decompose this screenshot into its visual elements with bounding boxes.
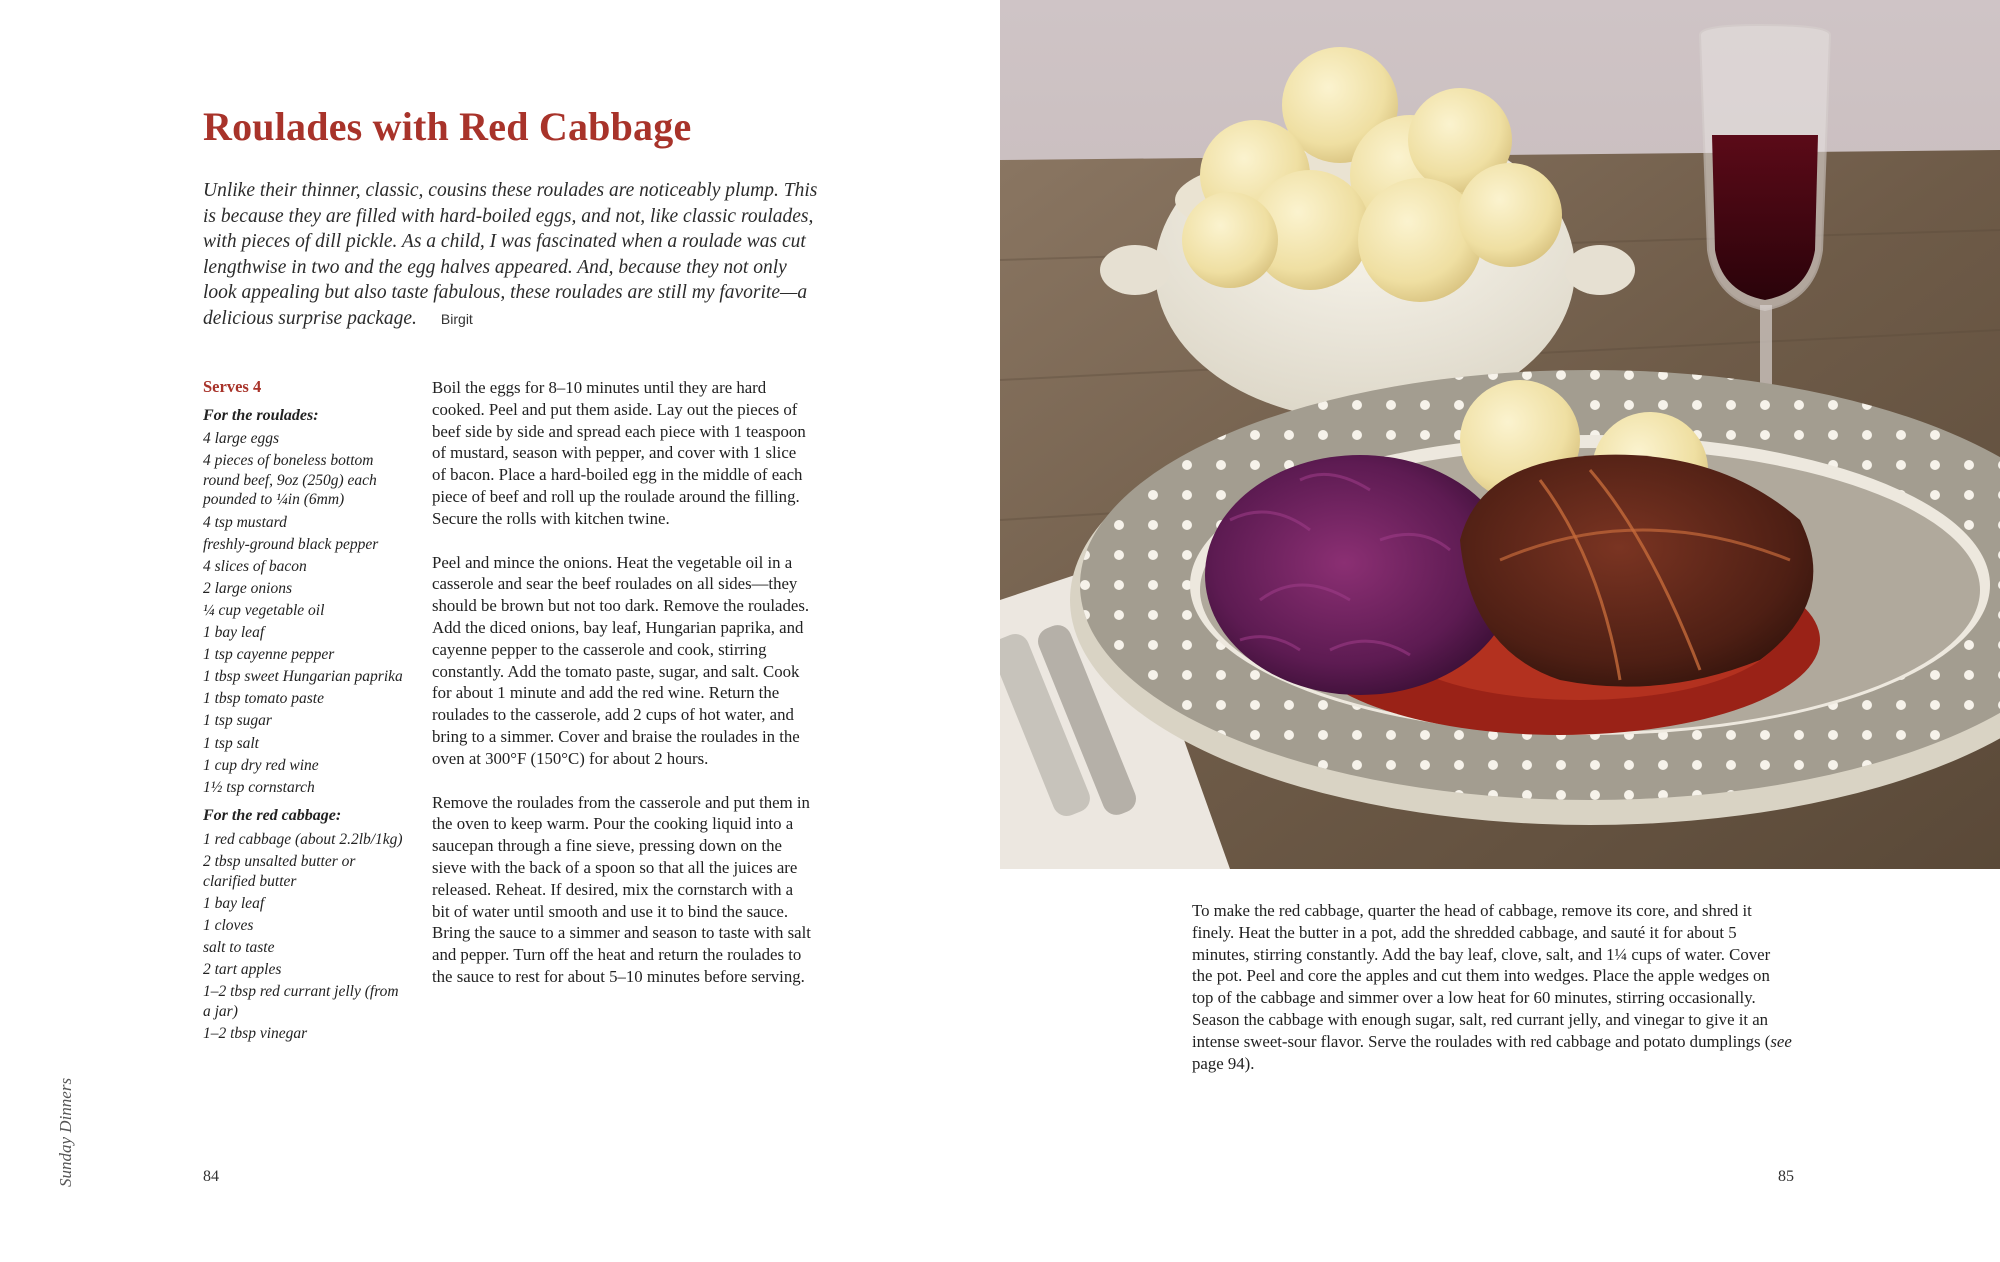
serves-label: Serves 4 — [203, 377, 262, 396]
recipe-title: Roulades with Red Cabbage — [203, 104, 692, 149]
ingredient-item: 2 tart apples — [203, 960, 282, 978]
ingredient-item: 1 bay leaf — [203, 894, 265, 912]
method-column — [432, 377, 812, 1010]
ingredient-item: freshly-ground black pepper — [203, 535, 379, 553]
see-ref-italic: see — [1770, 1031, 1792, 1051]
ingredient-item: 1 tbsp sweet Hungarian paprika — [203, 668, 403, 686]
ingredient-item: 1 tsp sugar — [203, 712, 272, 730]
ingredient-item: 1–2 tbsp red currant jelly (from a jar) — [203, 983, 399, 1020]
ingredient-item: 1½ tsp cornstarch — [203, 778, 315, 796]
ingredient-item: salt to taste — [203, 938, 275, 956]
roulades-heading: For the roulades: — [203, 406, 319, 424]
method-step-3: Remove the roulades from the casserole and put them in the oven to keep warm. Pour the cooking liquid into a saucepan through a fine sieve, pressing down on the sieve with the back of a spoon so that all the juices are released. Reheat. If desired, mix the cornstarch with a bit of water until smooth and use it to bind the sauce. Bring the sauce to a simmer and season to taste with salt and pepper. Turn off the heat and return the roulades to the sauce to rest for about 5–10 minutes before serving. — [432, 792, 811, 986]
roulades-ingredient-list — [203, 429, 408, 797]
see-page-reference: page 94). — [1192, 1053, 1255, 1073]
ingredient-item: 1 cloves — [203, 916, 254, 934]
ingredient-item: 1 red cabbage (about 2.2lb/1kg) — [203, 830, 403, 848]
page-number-left: 84 — [203, 1168, 219, 1185]
ingredients-column — [203, 377, 408, 1052]
ingredient-item: 2 large onions — [203, 579, 292, 597]
ingredient-item: 1 cup dry red wine — [203, 756, 319, 774]
author-signature: Birgit — [440, 310, 473, 327]
red-cabbage-method-text: To make the red cabbage, quarter the head of cabbage, remove its core, and shred it finely. Heat the butter in a pot, add the shredded cabbage, and sauté it for about 5 minutes, stirring constantly. Add the bay leaf, clove, salt, and 1¼ cups of water. Cover the pot. Peel and core the apples and cut them into wedges. Place the apple wedges on top of the cabbage and simmer over a low heat for 60 minutes, stirring occasionally. Season the cabbage with enough sugar, salt, red currant jelly, and vinegar to give it an intense sweet-sour flavor. Serve the roulades with red cabbage and potato dumplings — [1192, 901, 1771, 1051]
ingredient-item: 4 tsp mustard — [203, 513, 287, 531]
ingredient-item: 1 tsp cayenne pepper — [203, 646, 335, 664]
section-label: Sunday Dinners — [56, 1077, 75, 1187]
dish-photo — [1000, 0, 2000, 869]
ingredient-item: 4 large eggs — [203, 430, 280, 448]
method-step-2: Peel and mince the onions. Heat the vegetable oil in a casserole and sear the beef roulades on all sides—they should be brown but not too dark. Remove the roulades. Add the diced onions, bay leaf, Hungarian paprika, and cayenne pepper to the casserole and cook, stirring constantly. Add the tomato paste, sugar, and salt. Cook for about 1 minute and add the red wine. Return the roulades to the casserole, add 2 cups of hot water, and bring to a simmer. Cover and braise the roulades in the oven at 300°F (150°C) for about 2 hours. — [432, 552, 810, 768]
see-ref-open: ( — [1764, 1031, 1771, 1051]
red-cabbage-method — [1192, 900, 1792, 1074]
ingredient-item: 4 slices of bacon — [203, 557, 307, 575]
ingredient-item: 1 tsp salt — [203, 734, 259, 752]
ingredient-item: 4 pieces of boneless bottom round beef, 9oz (250g) each pounded to ¼in (6mm) — [203, 452, 377, 509]
ingredient-item: ¼ cup vegetable oil — [203, 601, 325, 619]
ingredient-item: 1 tbsp tomato paste — [203, 690, 324, 708]
red-cabbage-ingredient-list — [203, 830, 408, 1043]
ingredient-item: 1–2 tbsp vinegar — [203, 1024, 308, 1042]
ingredient-item: 1 bay leaf — [203, 624, 265, 642]
method-step-1: Boil the eggs for 8–10 minutes until they are hard cooked. Peel and put them aside. Lay out the pieces of beef side by side and spread each piece with 1 teaspoon of mustard, season with pepper, and cover with 1 slice of bacon. Place a hard-boiled egg in the middle of each piece of beef and roll up the roulade around the filling. Secure the rolls with kitchen twine. — [432, 378, 806, 528]
intro-paragraph — [203, 178, 823, 332]
page-number-right: 85 — [1778, 1168, 1794, 1185]
red-cabbage-heading: For the red cabbage: — [203, 807, 342, 825]
ingredient-item: 2 tbsp unsalted butter or clarified butter — [203, 852, 356, 890]
intro-text: Unlike their thinner, classic, cousins these roulades are noticeably plump. This is because they are filled with hard-boiled eggs, and not, like classic roulades, with pieces of dill pickle. As a child, I was fascinated when a roulade was cut lengthwise in two and the egg halves appeared. And, because they not only look appealing but also taste fabulous, these roulades are still my favorite—a delicious surprise package. — [203, 180, 818, 329]
